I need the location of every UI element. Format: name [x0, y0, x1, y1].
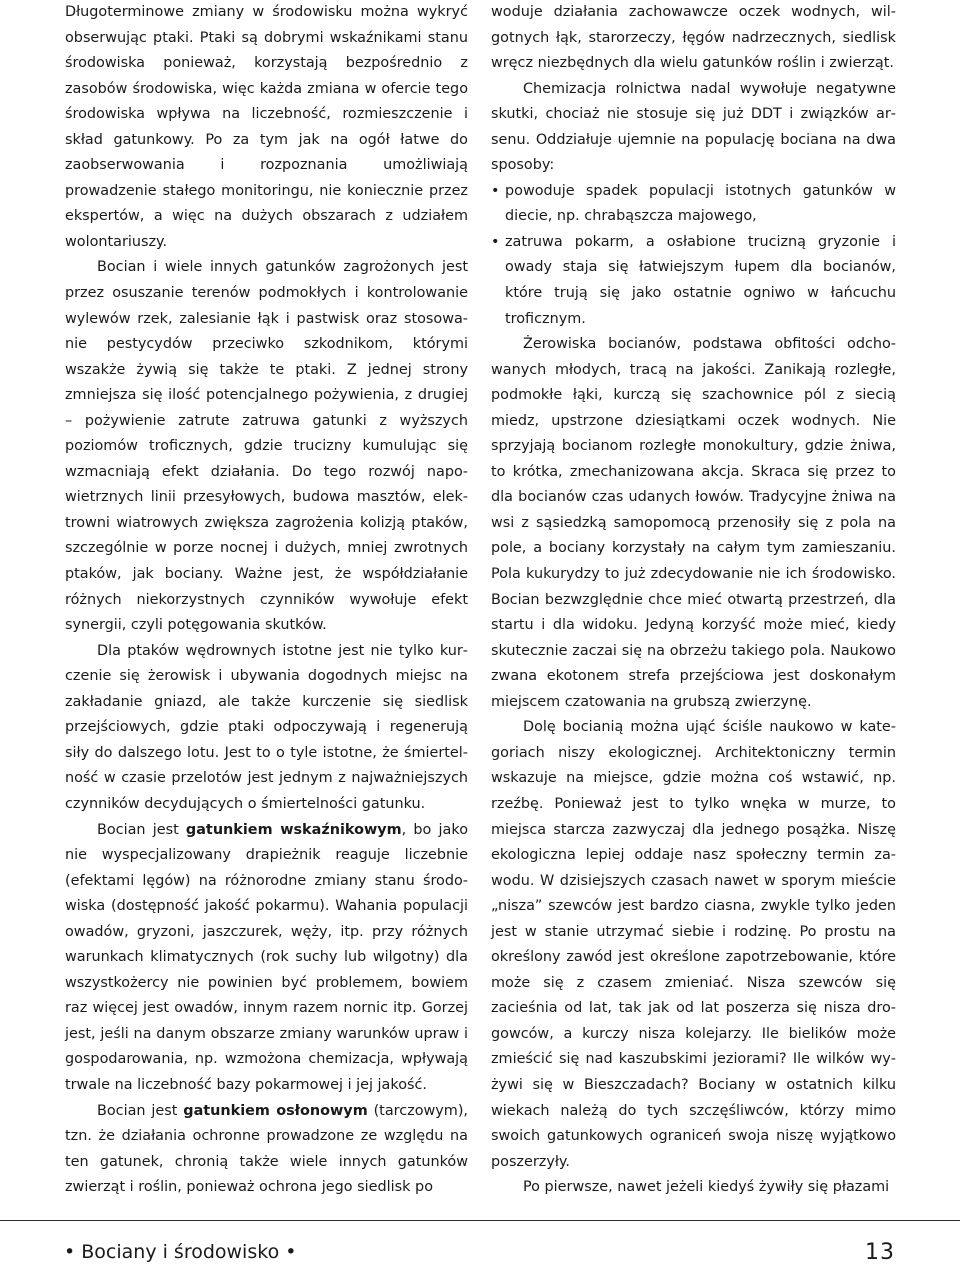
- bold-term: gatunkiem osłonowym: [183, 1102, 368, 1119]
- left-column: [65, 0, 468, 1201]
- text-run: Bocian jest: [97, 1102, 184, 1119]
- list-item: • zatruwa pokarm, a osłabione trucizną gryzonie i owady staja się łatwiejszym łupem dla bocianów, które trują się jako ostatnie ogniwo w łańcuchu troficznym.: [491, 230, 896, 332]
- paragraph: Żerowiska bocianów, podstawa obfitości odchowanych młodych, tracą na jakości. Zanikają rozległe, podmokłe łąki, kurczą się szachownice pól z siecią miedz, upstrzone dziesiątkami oczek wodnych. Nie sprzyjają bocianom rozległe monokultury, gdzie żniwa, to krótka, zmechanizowana akcja. Skraca się przez to dla bocianów czas udanych łowów. Tradycyjne żniwa na wsi z sąsiedzką samopomocą przenosiły się z pola na pole, a bociany korzystały na całym tym zamieszaniu. Pola kukurydzy to już zdecydowanie nie ich środowisko. Bocian bezwzględnie chce mieć otwartą przestrzeń, dla startu i dla widoku. Jedyną korzyść może mieć, kiedy skutecznie zaczai się na obrzeżu takiego pola. Naukowo zwana ekotonem strefa przejściowa jest doskonałym miejscem czatowania na grubszą zwierzynę.: [491, 336, 896, 710]
- bold-term: gatunkiem wskaźnikowym: [185, 821, 402, 838]
- paragraph: woduje działania zachowawcze oczek wodnych, wilgotnych łąk, starorzeczy, łęgów nadrzecznych, siedlisk wręcz niezbędnych dla wielu gatunków roślin i zwierząt.: [491, 4, 896, 72]
- text-run: (tarczowym), tzn. że działania ochronne prowadzone ze względu na ten gatunek, chronią także wiele innych gatunków zwierząt i roślin, ponieważ ochrona jego siedlisk po: [65, 1102, 469, 1196]
- bullet-list: [491, 179, 896, 332]
- paragraph: [65, 1099, 468, 1201]
- paragraph: Chemizacja rolnictwa nadal wywołuje negatywne skutki, chociaż nie stosuje się już DDT i związków arsenu. Oddziałuje ujemnie na populację bociana na dwa sposoby:: [491, 80, 896, 174]
- paragraph: Bocian i wiele innych gatunków zagrożonych jest przez osuszanie terenów podmokłych i kontrolowanie wylewów rzek, zalesianie łąk i pastwisk oraz stosowanie pestycydów przeciwko szkodnikom, którymi wszakże żywią się także te ptaki. Z jednej strony zmniejsza się ilość potencjalnego pożywienia, z drugiej – pożywienie zatrute zatruwa gatunki z wyższych poziomów troficznych, gdzie trucizny kumulując się wzmacniają efekt działania. Do tego rozwój napowietrznych linii przesyłowych, budowa masztów, elektrowni wiatrowych zwiększa zagrożenia kolizją ptaków, szczególnie w porze nocnej i dużych, mniej zwrotnych ptaków, jak bociany. Ważne jest, że współdziałanie różnych niekorzystnych czynników wywołuje efekt synergii, czyli potęgowania skutków.: [65, 259, 468, 634]
- page-number: 13: [865, 1240, 895, 1265]
- paragraph: Dolę bocianią można ująć ściśle naukowo w kategoriach niszy ekologicznej. Architektoniczny termin wskazuje na miejsce, gdzie można coś wstawić, np. rzeźbę. Ponieważ jest to tylko wnęka w murze, to miejsca starcza zazwyczaj dla jednego posążka. Niszę ekologiczna lepiej oddaje nasz społeczny termin zawodu. W dzisiejszych czasach nawet w sporym mieście „nisza” szewców jest bardzo ciasna, zwykle tylko jeden jest w stanie utrzymać siebie i rodzinę. Po prostu na określony zawód jest określone zapotrzebowanie, które może się z czasem zmieniać. Nisza szewców się zacieśnia od lat, tak jak od lat poszerza się nisza drogowców, a kurczy nisza kolejarzy. Ile bielików może zmieścić się nad kaszubskimi jeziorami? Ile wilków wyżywi się w Bieszczadach? Bociany w ostatnich kilku wiekach należą do tych szczęśliwców, którzy mimo swoich gatunkowych ograniceń swoja niszę wyjątkowo poszerzyły.: [491, 719, 896, 1170]
- paragraph: Po pierwsze, nawet jeżeli kiedyś żywiły się płazami: [523, 1179, 890, 1196]
- text-run: Bocian jest: [97, 821, 186, 838]
- running-footer-title: • Bociany i środowisko •: [64, 1241, 297, 1263]
- right-column: [491, 0, 896, 1201]
- paragraph: Długoterminowe zmiany w środowisku można wykryć obserwując ptaki. Ptaki są dobrymi wskaźnikami stanu środowiska ponieważ, korzystają bezpośrednio z zasobów środowiska, więc każda zmiana w ofercie tego środowiska wpływa na liczebność, rozmieszczenie i skład gatunkowy. Po za tym jak na ogół łatwe do zaobserwowania i rozpoznania umożliwiają prowadzenie stałego monitoringu, nie koniecznie przez ekspertów, a więc na dużych obszarach z udziałem wolontariuszy.: [65, 4, 468, 250]
- list-item: • powoduje spadek populacji istotnych gatunków w diecie, np. chrabąszcza majowego,: [491, 179, 896, 230]
- footer-divider: [0, 1220, 960, 1221]
- paragraph: [65, 818, 468, 1099]
- paragraph: Dla ptaków wędrownych istotne jest nie tylko kurczenie się żerowisk i ubywania dogodnych miejsc na zakładanie gniazd, ale także kurczenie się siedlisk przejściowych, gdzie ptaki odpoczywają i regenerują siły do dalszego lotu. Jest to o tyle istotne, że śmiertelność w czasie przelotów jest jednym z najważniejszych czynników decydujących o śmiertelności gatunku.: [65, 642, 468, 812]
- text-run: , bo jako nie wyspecjalizowany drapieżnik reaguje liczebnie (efektami lęgów) na różnorodne zmiany stanu środowiska (dostępność jakość pokarmu). Wahania populacji owadów, gryzoni, jaszczurek, węży, itp. przy różnych warunkach klimatycznych (rok suchy lub wilgotny) dla wszystkożercy nie powinien być problemem, bowiem raz więcej jest owadów, innym razem nornic itp. Gorzej jest, jeśli na danym obszarze zmiany warunków upraw i gospodarowania, np. wzmożona chemizacja, wpływają trwale na liczebność bazy pokarmowej i jej jakość.: [65, 821, 468, 1093]
